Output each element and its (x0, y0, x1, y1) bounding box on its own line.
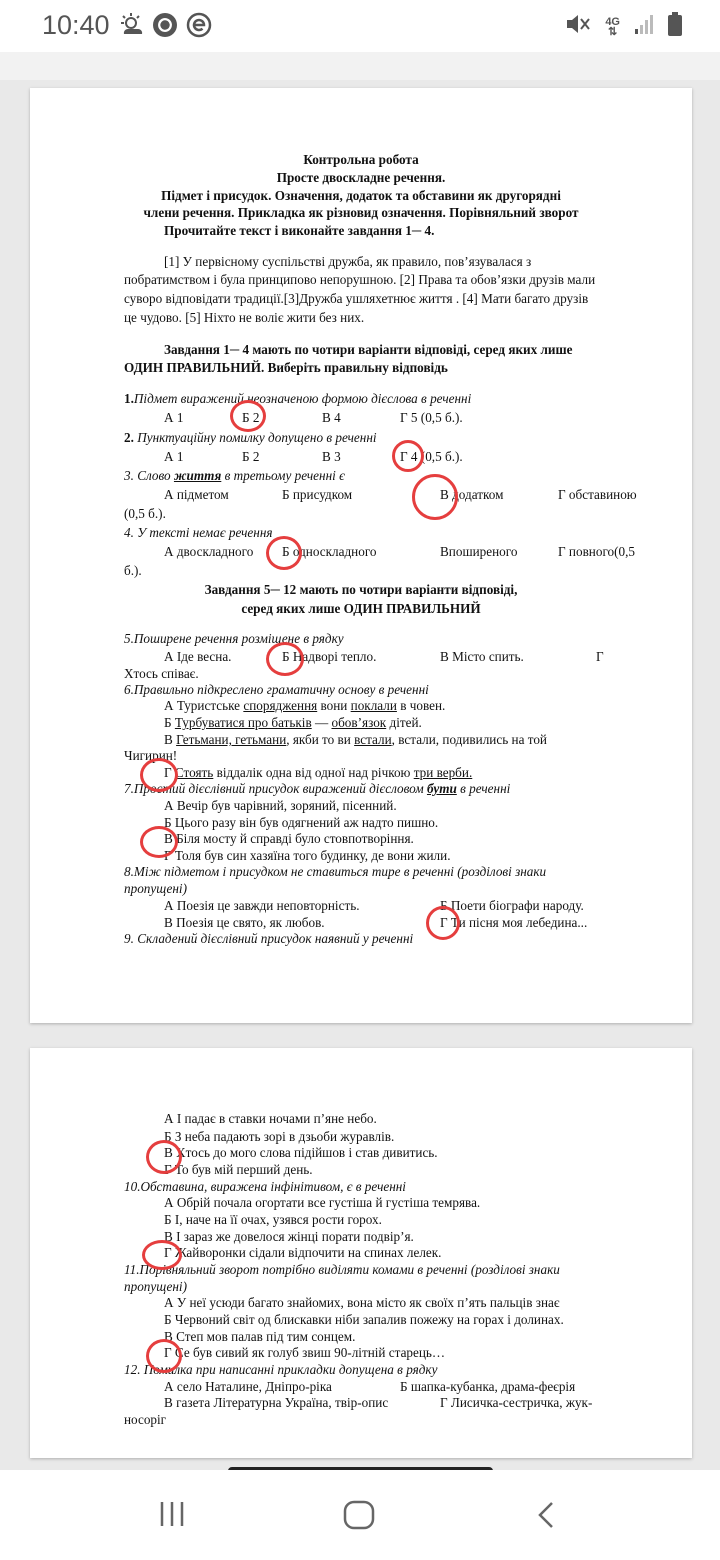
option-a: А двоскладного (164, 544, 254, 559)
option-d: Г Стоять віддалік одна від одної над річкою три верби. (164, 765, 473, 780)
question-1: 1.Підмет виражений неозначеною формою дієслова в реченні (124, 391, 472, 406)
option-a: А У неї усюди багато знайомих, вона місто як своїх п’ять пальців знає (164, 1295, 560, 1310)
app-notification-icon (152, 12, 178, 43)
option-d-score: б.). (124, 563, 142, 578)
back-button[interactable] (536, 1500, 556, 1535)
question-11: 11.Порівняльний зворот потрібно виділяти комами в реченні (розділові знаки (124, 1262, 560, 1277)
option-b: Б З неба падають зорі в дзьоби журавлів. (164, 1129, 395, 1144)
option-c: В газета Літературна Україна, твір-опис (164, 1395, 389, 1410)
text-line: суворо відповідати традиції.[3]Дружба ушляхетнює життя . [4] Мати багато друзів (124, 291, 589, 306)
doc-title: Контрольна робота (303, 152, 419, 167)
option-c: В Біля мосту й справді було стовпотворіння. (164, 831, 414, 846)
option-c: В Степ мов палав під тим сонцем. (164, 1329, 356, 1344)
option-d: Г 5 (0,5 б.). (400, 410, 463, 425)
option-d: Г Се був сивий як голуб звиш 90-літній старець… (164, 1345, 446, 1360)
question-8: 8.Між підметом і присудком не ставиться тире в реченні (розділові знаки (124, 864, 547, 879)
text-line: побратимством і була принципово непорушною. [2] Права та обов’язки друзів мали (124, 272, 596, 287)
document-page-2 (30, 1048, 692, 1458)
option-b: Б шапка-кубанка, драма-феєрія (400, 1379, 576, 1394)
task-header: Завдання 1─ 4 мають по чотири варіанти відповіді, серед яких лише (164, 342, 573, 357)
home-button[interactable] (343, 1500, 375, 1535)
option-d: Г обставиною (558, 487, 637, 502)
option-c: В додатком (440, 487, 504, 502)
option-b: Б Цього разу він був одягнений аж надто пишно. (164, 815, 439, 830)
navigation-bar (0, 1470, 720, 1560)
question-3: 3. Слово життя в третьому реченні є (124, 468, 345, 483)
read-instruction: Прочитайте текст і виконайте завдання 1─ 4. (164, 223, 435, 238)
option-b: Б Надворі тепло. (282, 649, 377, 664)
option-a: А село Наталине, Дніпро-ріка (164, 1379, 332, 1394)
option-d-score: (0,5 б.). (124, 506, 166, 521)
option-a: А 1 (164, 410, 184, 425)
option-a: А Обрій почала огортати все густіша й густіша темрява. (164, 1195, 481, 1210)
option-d: Г Жайворонки сідали відпочити на спинах лелек. (164, 1245, 442, 1260)
document-page-1 (30, 88, 692, 1023)
option-b: Б І, наче на її очах, узявся рости горох. (164, 1212, 382, 1227)
option-a: А 1 (164, 449, 184, 464)
status-bar (0, 0, 720, 52)
option-d-continued: носоріг (124, 1412, 167, 1427)
option-d: Г Лисичка-сестричка, жук- (440, 1395, 593, 1410)
option-c: В 3 (322, 449, 341, 464)
option-c-continued: Чигирин! (124, 748, 178, 763)
option-d: Г Толя був син хазяїна того будинку, де вони жили. (164, 848, 451, 863)
question-2: 2. Пунктуаційну помилку допущено в реченні (124, 430, 377, 445)
option-a: А підметом (164, 487, 229, 502)
task-header: ОДИН ПРАВИЛЬНИЙ. Виберіть правильну відповідь (124, 360, 448, 375)
text-line: це чудово. [5] Ніхто не воліє жити без них. (124, 310, 365, 325)
option-a: А Іде весна. (164, 649, 232, 664)
mute-icon (565, 12, 591, 41)
option-d: Г повного(0,5 (558, 544, 635, 559)
question-12: 12. Помилка при написанні прикладки допущена в рядку (124, 1362, 438, 1377)
text-line: [1] У первісному суспільстві дружба, як правило, пов’язувалася з (164, 254, 532, 269)
option-c: В Поезія це свято, як любов. (164, 915, 325, 930)
option-d: Г (596, 649, 604, 664)
question-8-continued: пропущені) (124, 881, 187, 896)
doc-topic-line: Підмет і присудок. Означення, додаток та обставини як другорядні (161, 188, 561, 203)
weather-icon (118, 12, 148, 43)
browser-notification-icon (186, 12, 212, 43)
battery-icon (668, 12, 682, 41)
option-d-text: Хтось співає. (124, 666, 199, 681)
option-d: Г Ти пісня моя лебедина... (440, 915, 588, 930)
option-b: Б односкладного (282, 544, 377, 559)
question-4: 4. У тексті немає речення (124, 525, 273, 540)
option-a: А І падає в ставки ночами п’яне небо. (164, 1111, 377, 1126)
status-time: 10:40 (42, 10, 110, 40)
option-b: Б Поети біографи народу. (440, 898, 584, 913)
doc-subtitle: Просте двоскладне речення. (276, 170, 446, 185)
question-5: 5.Поширене речення розміщене в рядку (124, 631, 344, 646)
option-c: В Гетьмани, гетьмани, якби то ви встали, встали, подивились на той (164, 732, 547, 747)
option-c: В Хтось до мого слова підійшов і став дивитись. (164, 1145, 438, 1160)
option-b: Б 2 (242, 449, 260, 464)
doc-topic-line: члени речення. Прикладка як різновид означення. Порівняльний зворот (143, 205, 579, 220)
option-b: Б Турбуватися про батьків — обов’язок дітей. (164, 715, 422, 730)
viewer-background (0, 52, 720, 80)
option-c: В І зараз же довелося жінці порати подвір’я. (164, 1229, 414, 1244)
task-header-2: Завдання 5─ 12 мають по чотири варіанти відповіді, (204, 582, 518, 597)
question-9: 9. Складений дієслівний присудок наявний у реченні (124, 931, 414, 946)
option-c: В Місто спить. (440, 649, 524, 664)
option-a: А Вечір був чарівний, зоряний, пісенний. (164, 798, 397, 813)
question-6: 6.Правильно підкреслено граматичну основу в реченні (124, 682, 429, 697)
option-a: А Туристське спорядження вони поклали в човен. (164, 698, 446, 713)
option-b: Б 2 (242, 410, 260, 425)
signal-icon (634, 13, 654, 40)
question-11-continued: пропущені) (124, 1279, 187, 1294)
option-b: Б присудком (282, 487, 353, 502)
option-d: Г То був мій перший день. (164, 1162, 313, 1177)
network-type: 4G ⇅ (605, 15, 620, 38)
task-header-2: серед яких лише ОДИН ПРАВИЛЬНИЙ (241, 601, 481, 616)
question-10: 10.Обставина, виражена інфінітивом, є в реченні (124, 1179, 406, 1194)
option-b: Б Червоний світ од блискавки ніби запалив пожежу на горах і долинах. (164, 1312, 564, 1327)
recent-apps-button[interactable] (158, 1500, 186, 1533)
option-c: Впоширеного (440, 544, 518, 559)
option-c: В 4 (322, 410, 341, 425)
option-d: Г 4 (0,5 б.). (400, 449, 463, 464)
question-7: 7.Простий дієслівний присудок виражений дієсловом бути в реченні (124, 781, 511, 796)
option-a: А Поезія це завжди неповторність. (164, 898, 360, 913)
